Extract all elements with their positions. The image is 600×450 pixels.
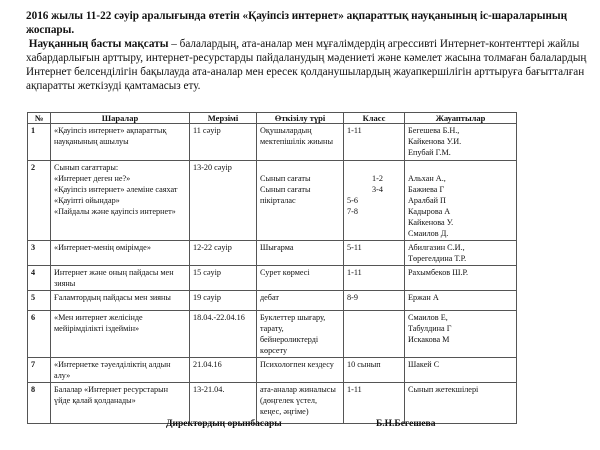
document-title: 2016 жылы 11-22 сәуір аралығында өтетін «Қауіпсіз интернет» ақпараттық науқанының іс-шараларының жоспары. <box>26 10 568 36</box>
table-cell <box>405 161 517 241</box>
cell-line: Искакова М <box>408 335 450 344</box>
table-cell: 19 сәуір <box>190 291 257 311</box>
table-cell: Интернет және оның пайдасы мен зияны <box>51 266 190 291</box>
cell-line: Альхан А., <box>408 174 446 183</box>
table-cell <box>405 241 517 266</box>
column-header: Шаралар <box>51 113 190 124</box>
table-row <box>28 161 517 241</box>
column-header: Өткізілу түрі <box>257 113 344 124</box>
cell-line: 1-2 <box>372 174 383 183</box>
table-cell: 13-20 сәуір <box>190 161 257 241</box>
table-cell: «Интернет-менің өмірімде» <box>51 241 190 266</box>
column-header: Мерзімі <box>190 113 257 124</box>
cell-line: Сынып сағаты <box>260 185 311 194</box>
document-header <box>26 9 591 93</box>
cell-line: Абилгазин С.И., <box>408 243 465 252</box>
cell-line: «Қауіпті ойындар» <box>54 196 120 205</box>
table-header-row <box>28 113 517 124</box>
table-cell: Буклеттер шығару, тарату, бейнероликтерді көрсету <box>257 311 344 358</box>
table-cell <box>51 161 190 241</box>
cell-line: Смаилов Е, <box>408 313 448 322</box>
table-cell: 2 <box>28 161 51 241</box>
cell-line: 7-8 <box>347 207 358 216</box>
cell-line: Рахымбеков Ш.Р. <box>408 268 469 277</box>
goal-text: – балалардың, ата-аналар мен мұғалімдердің агрессивті Интернет-контенттері жайлы хабардарлығын арттыру, интернет-ресурстарды пайдаланудың мәдениеті және кәмелет жасына толмаған балалардың Интернет белсенділігін бақылауда ата-аналар мен ересек қолданушылардың жауапкершілігін арттыруға бағытталған ақпаратты жеткізуді қамтамасыз ету. <box>26 38 587 92</box>
table-cell: 7 <box>28 358 51 383</box>
cell-line: Сынып сағаттары: <box>54 163 119 172</box>
table-cell: 1 <box>28 124 51 161</box>
table-cell: ата-аналар жиналысы (дөңгелек үстел, кеңес, әңгіме) <box>257 383 344 424</box>
table-cell: дебат <box>257 291 344 311</box>
table-cell <box>405 358 517 383</box>
table-row <box>28 358 517 383</box>
table-cell: 18.04.-22.04.16 <box>190 311 257 358</box>
cell-line: Табулдина Г <box>408 324 452 333</box>
cell-line: 5-6 <box>347 196 358 205</box>
cell-line: Шакей С <box>408 360 440 369</box>
table-cell <box>405 124 517 161</box>
table-cell <box>344 311 405 358</box>
table-cell <box>405 266 517 291</box>
cell-line: Епубай Г.М. <box>408 148 451 157</box>
column-header: № <box>28 113 51 124</box>
signature-name: Б.Н.Бегешева <box>376 419 436 429</box>
cell-line: Сынып сағаты <box>260 174 311 183</box>
table-cell: Психологпен кездесу <box>257 358 344 383</box>
table-cell: 21.04.16 <box>190 358 257 383</box>
table-cell: 1-11 <box>344 124 405 161</box>
table-row <box>28 291 517 311</box>
cell-line: Сынып жетекшілері <box>408 385 479 394</box>
events-table <box>27 112 517 424</box>
cell-line: Кайкенова У.И. <box>408 137 462 146</box>
column-header: Класс <box>344 113 405 124</box>
table-cell: «Мен интернет желісінде мейірімділікті іздеймін» <box>51 311 190 358</box>
table-row <box>28 241 517 266</box>
table-cell <box>405 291 517 311</box>
signature-position: Директордың орынбасары <box>166 419 282 429</box>
table-cell: 1-11 <box>344 266 405 291</box>
table-cell: «Қауіпсіз интернет» ақпараттық науқанының ашылуы <box>51 124 190 161</box>
table-cell: 6 <box>28 311 51 358</box>
table-cell: 10 сынып <box>344 358 405 383</box>
cell-line: Смаилов Д. <box>408 229 449 238</box>
table-cell: Балалар «Интернет ресурстарын үйде қалай қолданады» <box>51 383 190 424</box>
cell-line: Аралбай П <box>408 196 446 205</box>
cell-line: Бажиева Г <box>408 185 445 194</box>
table-cell: 12-22 сәуір <box>190 241 257 266</box>
table-cell: «Интернетке тәуелділіктің алдын алу» <box>51 358 190 383</box>
table-cell: 1-11 <box>344 383 405 424</box>
cell-line: «Пайдалы және қауіпсіз интернет» <box>54 207 176 216</box>
table-cell: 5-11 <box>344 241 405 266</box>
table-cell: 11 сәуір <box>190 124 257 161</box>
table-cell <box>405 383 517 424</box>
table-cell: Шығарма <box>257 241 344 266</box>
cell-line: пікірталас <box>260 196 296 205</box>
table-cell: 8-9 <box>344 291 405 311</box>
table-row <box>28 124 517 161</box>
table-cell: 8 <box>28 383 51 424</box>
goal-label: Науқанның басты мақсаты <box>28 38 169 50</box>
table-row <box>28 383 517 424</box>
table-cell <box>257 161 344 241</box>
table-cell: 13-21.04. <box>190 383 257 424</box>
cell-line: «Қауіпсіз интернет» әлеміне саяхат <box>54 185 178 194</box>
table-cell <box>344 161 405 241</box>
goal-paragraph <box>26 37 591 93</box>
table-cell: Оқушылардың мектепішілік жиыны <box>257 124 344 161</box>
table-cell: 4 <box>28 266 51 291</box>
table-row <box>28 266 517 291</box>
table-cell: 15 сәуір <box>190 266 257 291</box>
cell-line: Кайкенова У. <box>408 218 454 227</box>
cell-line: Ержан А <box>408 293 439 302</box>
cell-line: Кадырова А <box>408 207 451 216</box>
cell-line: Бегешева Б.Н., <box>408 126 460 135</box>
cell-line: 3-4 <box>372 185 383 194</box>
table-cell: Ғаламтордың пайдасы мен зияны <box>51 291 190 311</box>
table-row <box>28 311 517 358</box>
table-cell: 5 <box>28 291 51 311</box>
table-cell: Сурет көрмесі <box>257 266 344 291</box>
cell-line: Төрегелдина Т.Р. <box>408 254 467 263</box>
table-cell: 3 <box>28 241 51 266</box>
cell-line: «Интернет деген не?» <box>54 174 131 183</box>
table-cell <box>405 311 517 358</box>
column-header: Жауаптылар <box>405 113 517 124</box>
